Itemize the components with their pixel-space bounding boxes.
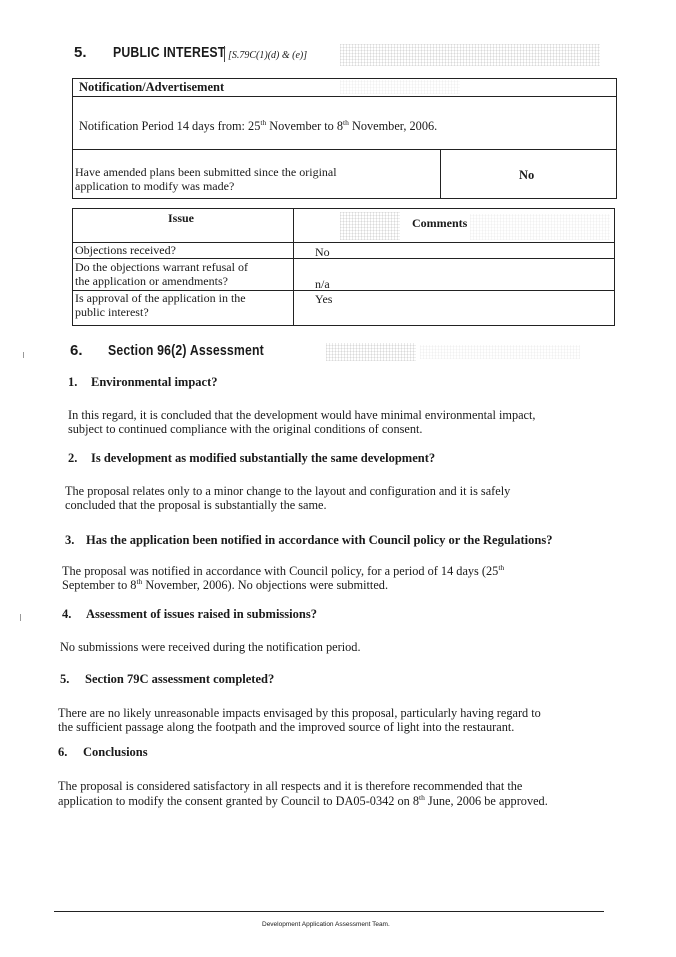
issue-row-3-line2: public interest? (75, 305, 149, 319)
notification-period: Notification Period 14 days from: 25th November to 8th November, 2006. (79, 117, 438, 133)
scan-noise (470, 214, 610, 240)
comment-row-3: Yes (315, 292, 333, 306)
item-5-number: 5. (60, 672, 70, 686)
scan-noise (340, 212, 400, 240)
table-divider (293, 208, 294, 326)
notification-header: Notification/Advertisement (79, 80, 225, 94)
item-3-text-line1: The proposal was notified in accordance with Council policy, for a period of 14 days (25th (62, 562, 505, 578)
margin-mark (20, 614, 21, 621)
item-2-text-line2: concluded that the proposal is substantially the same. (65, 498, 327, 512)
issues-col-comments: Comments (412, 216, 468, 230)
scan-noise (340, 80, 460, 94)
amended-plans-question: Have amended plans been submitted since the original (75, 165, 337, 179)
item-4-number: 4. (62, 607, 72, 621)
margin-mark (23, 352, 24, 358)
section-6-number: 6. (70, 342, 83, 359)
item-2-text-line1: The proposal relates only to a minor change to the layout and configuration and it is safely (65, 484, 511, 498)
item-1-text-line2: subject to continued compliance with the original conditions of consent. (68, 422, 423, 436)
table-divider (72, 96, 617, 97)
item-1-heading: Environmental impact? (91, 375, 218, 389)
comment-row-2: n/a (315, 277, 330, 291)
item-3-text-line2: September to 8th November, 2006). No objections were submitted. (62, 576, 389, 592)
item-1-text-line1: In this regard, it is concluded that the development would have minimal environmental impact, (68, 408, 536, 422)
item-6-text-line1: The proposal is considered satisfactory in all respects and it is therefore recommended that the (58, 779, 523, 793)
section-5-reference: [S.79C(1)(d) & (e)] (228, 50, 308, 61)
amended-plans-question-line2: application to modify was made? (75, 179, 235, 193)
item-4-text-line1: No submissions were received during the notification period. (60, 640, 361, 654)
footer-text: Development Application Assessment Team. (262, 921, 390, 928)
scan-noise (420, 345, 580, 359)
item-2-heading: Is development as modified substantially the same development? (91, 451, 436, 465)
scan-noise (326, 343, 416, 361)
item-5-text-line2: the sufficient passage along the footpath and the improved source of light into the restaurant. (58, 720, 515, 734)
item-6-heading: Conclusions (83, 745, 148, 759)
item-3-heading: Has the application been notified in accordance with Council policy or the Regulations? (86, 533, 553, 547)
table-divider (440, 149, 441, 199)
item-5-heading: Section 79C assessment completed? (85, 672, 275, 686)
section-6-title: Section 96(2) Assessment (108, 342, 264, 359)
amended-plans-answer: No (519, 168, 535, 182)
item-6-text-line2: application to modify the consent granted by Council to DA05-0342 on 8th June, 2006 be approved. (58, 792, 548, 808)
title-divider (224, 46, 225, 62)
table-divider (72, 258, 615, 259)
table-divider (72, 149, 617, 150)
item-3-number: 3. (65, 533, 75, 547)
issue-row-2: Do the objections warrant refusal of (75, 260, 248, 274)
issue-row-2-line2: the application or amendments? (75, 274, 228, 288)
issue-row-3: Is approval of the application in the (75, 291, 246, 305)
item-4-heading: Assessment of issues raised in submissions? (86, 607, 317, 621)
comment-row-1: No (315, 245, 330, 259)
item-2-number: 2. (68, 451, 78, 465)
issue-row-1: Objections received? (75, 243, 176, 257)
scan-noise (340, 44, 600, 66)
section-5-number: 5. (74, 44, 87, 61)
item-6-number: 6. (58, 745, 68, 759)
item-1-number: 1. (68, 375, 78, 389)
section-5-title: PUBLIC INTEREST (113, 44, 226, 61)
item-5-text-line1: There are no likely unreasonable impacts envisaged by this proposal, particularly having regard to (58, 706, 541, 720)
issues-col-issue: Issue (168, 211, 195, 225)
footer-rule (54, 911, 604, 912)
